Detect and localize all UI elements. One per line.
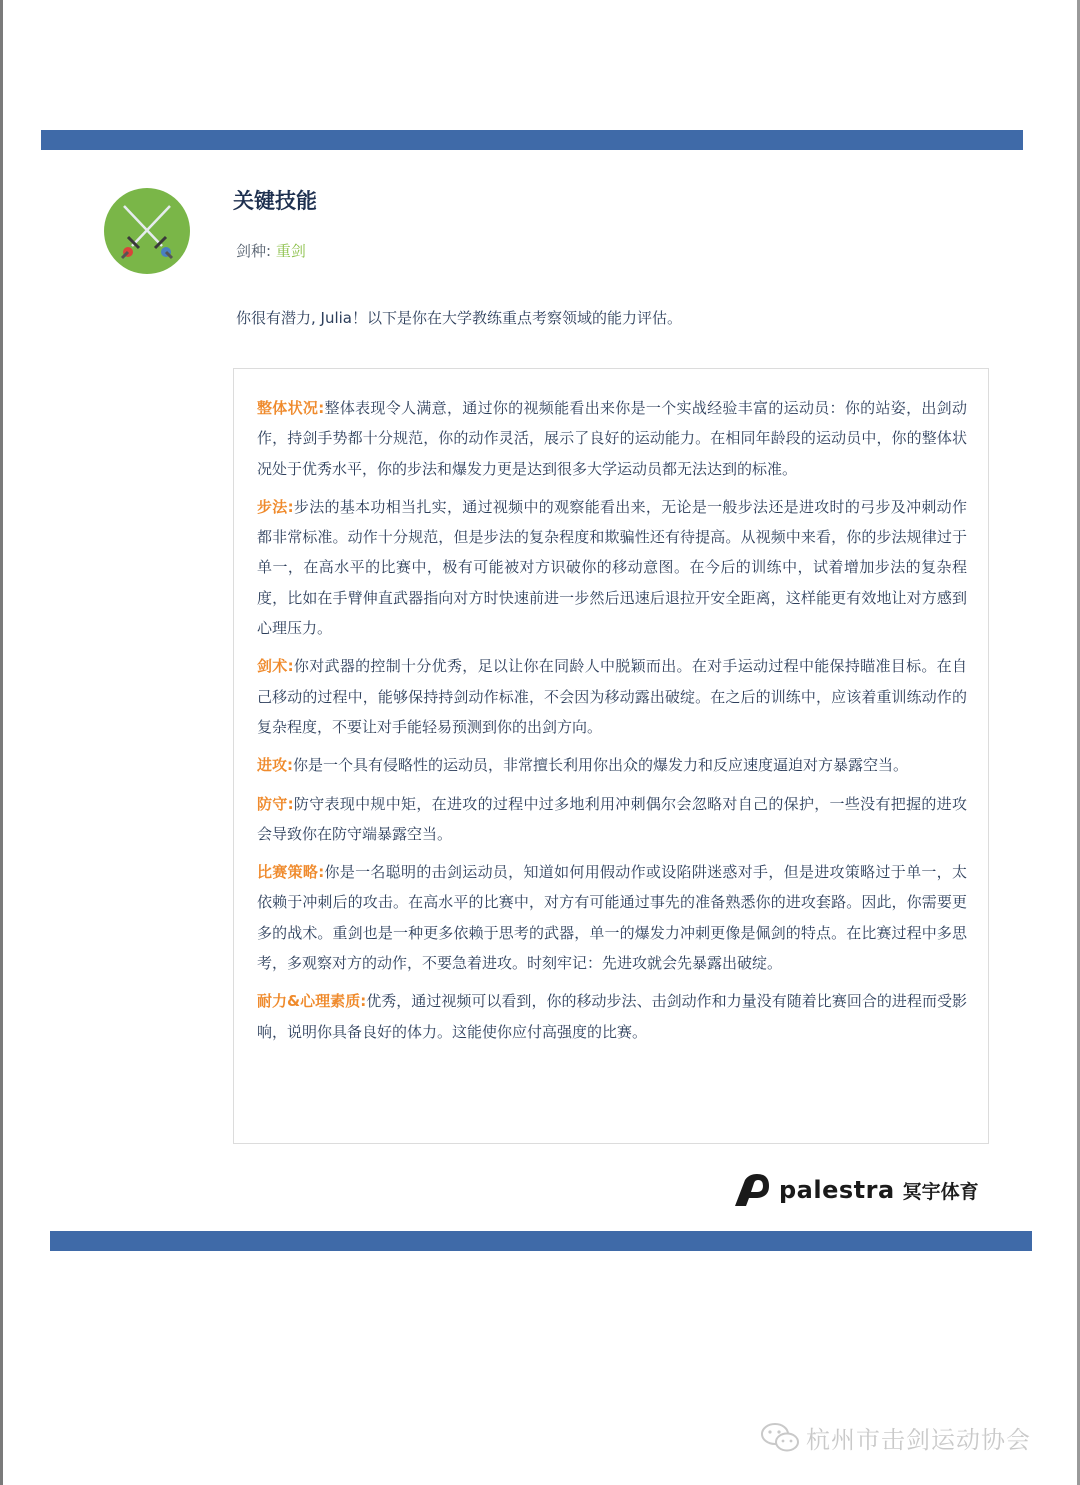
assessment-sections [257,393,967,1055]
section-label: 步法: [257,497,294,516]
section-text: 防守表现中规中矩，在进攻的过程中过多地利用冲刺偶尔会忽略对自己的保护，一些没有把握的进攻会导致你在防守端暴露空当。 [257,794,967,843]
page-title: 关键技能 [233,189,317,213]
section-overall [257,393,967,484]
section-label: 耐力&心理素质: [257,992,367,1011]
section-footwork [257,492,967,643]
section-text: 步法的基本功相当扎实，通过视频中的观察能看出来，无论是一般步法还是进攻时的弓步及冲刺动作都非常标准。动作十分规范，但是步法的复杂程度和欺骗性还有待提高。从视频中来看，你的步法规律过于单一，在高水平的比赛中，极有可能被对方识破你的移动意图。在今后的训练中，试着增加步法的复杂程度，比如在手臂伸直武器指向对方时快速前进一步然后迅速后退拉开安全距离，这样能更有效地让对方感到心理压力。 [257,497,967,638]
page-edge-left [0,0,3,1485]
palestra-logo [731,1172,979,1208]
section-text: 你是一个具有侵略性的运动员，非常擅长利用你出众的爆发力和反应速度逼迫对方暴露空当。 [293,756,909,775]
section-attack [257,750,967,780]
watermark [760,1420,1031,1455]
weapon-type [236,240,306,261]
section-bladework [257,651,967,742]
wechat-icon [760,1421,800,1455]
bottom-blue-bar [50,1231,1032,1251]
section-endurance [257,986,967,1047]
section-label: 比赛策略: [257,863,325,882]
watermark-text: 杭州市击剑运动协会 [806,1426,1031,1454]
logo-latin-text: palestra [779,1176,895,1204]
weapon-value: 重剑 [275,242,306,260]
section-text: 优秀，通过视频可以看到，你的移动步法、击剑动作和力量没有随着比赛回合的进程而受影响，说明你具备良好的体力。这能使你应付高强度的比赛。 [257,992,967,1041]
section-defense [257,789,967,850]
logo-chinese-text: 冥宇体育 [902,1180,979,1203]
section-text: 整体表现令人满意，通过你的视频能看出来你是一个实战经验丰富的运动员：你的站姿，出剑动作，持剑手势都十分规范，你的动作灵活，展示了良好的运动能力。在相同年龄段的运动员中，你的整体状况处于优秀水平，你的步法和爆发力更是达到很多大学运动员都无法达到的标准。 [257,399,967,478]
palestra-mark-icon [731,1172,771,1208]
section-label: 剑术: [257,657,294,676]
weapon-label: 剑种: [236,242,272,260]
section-label: 整体状况: [257,399,325,417]
section-strategy [257,857,967,978]
fencing-badge [104,188,190,274]
crossed-swords-icon [104,188,190,274]
intro-text: 你很有潜力, Julia！以下是你在大学教练重点考察领域的能力评估。 [236,309,682,327]
section-text: 你对武器的控制十分优秀，足以让你在同龄人中脱颖而出。在对手运动过程中能保持瞄准目标。在自己移动的过程中，能够保持持剑动作标准，不会因为移动露出破绽。在之后的训练中，应该着重训练动作的复杂程度，不要让对手能轻易预测到你的出剑方向。 [257,657,967,736]
section-label: 防守: [257,794,294,813]
section-text: 你是一名聪明的击剑运动员，知道如何用假动作或设陷阱迷惑对手，但是进攻策略过于单一，太依赖于冲刺后的攻击。在高水平的比赛中，对方有可能通过事先的准备熟悉你的进攻套路。因此，你需要更多的战术。重剑也是一种更多依赖于思考的武器，单一的爆发力冲刺更像是佩剑的特点。在比赛过程中多思考，多观察对方的动作，不要急着进攻。时刻牢记：先进攻就会先暴露出破绽。 [257,863,967,973]
section-label: 进攻: [257,756,293,775]
top-blue-bar [41,130,1023,150]
